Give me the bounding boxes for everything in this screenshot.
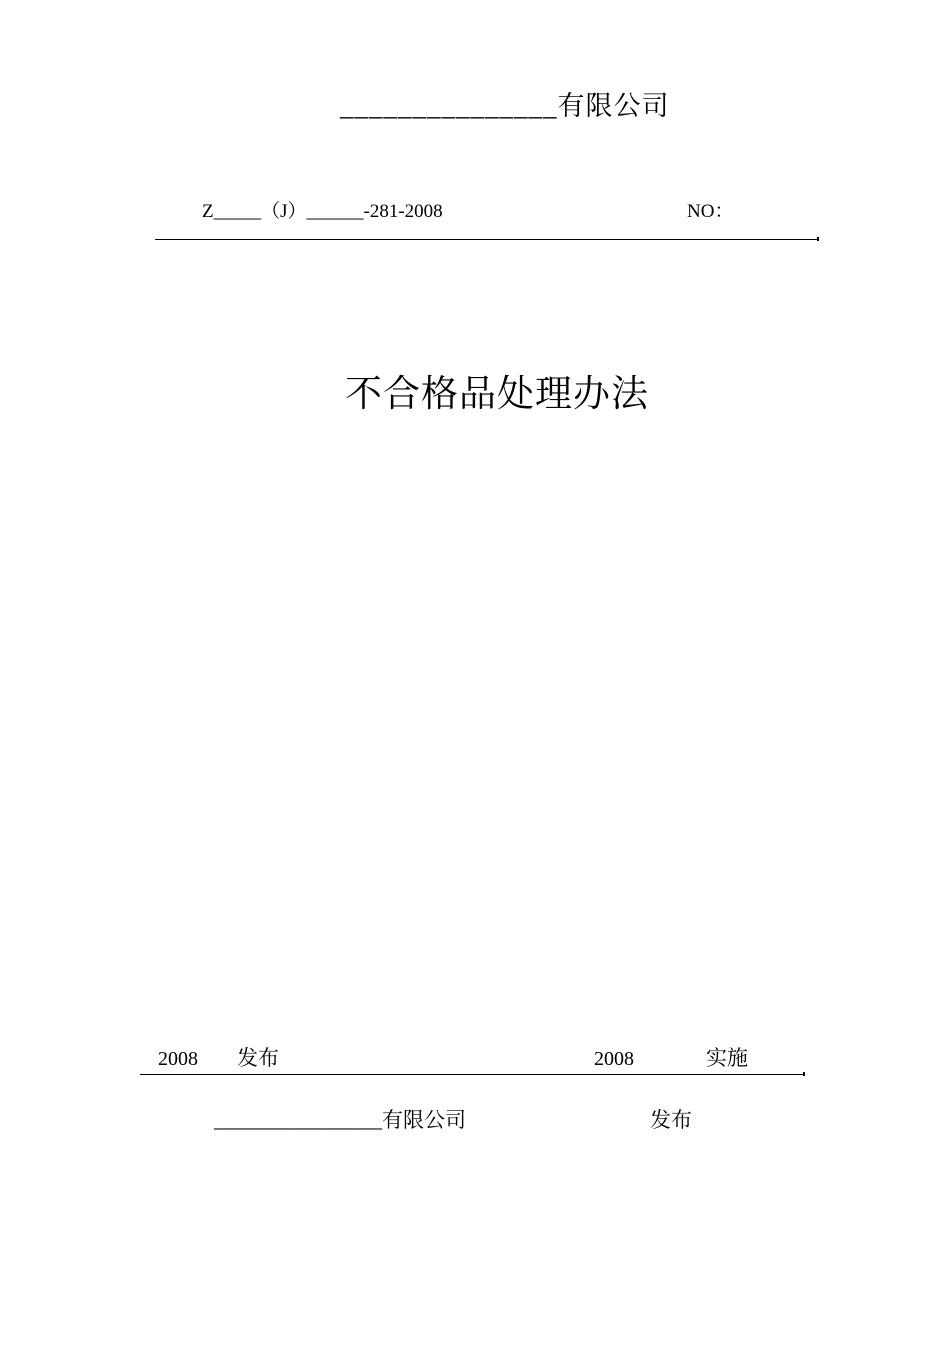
header-divider-tick	[817, 237, 819, 241]
document-number-label: NO：	[687, 201, 734, 222]
publisher-company: ________________有限公司	[214, 1108, 466, 1132]
document-code: Z_____（J）______-281-2008	[202, 201, 443, 222]
company-name-header: _______________有限公司	[340, 91, 670, 121]
document-title: 不合格品处理办法	[345, 374, 649, 415]
footer-divider	[140, 1074, 805, 1075]
implementation-label: 实施	[706, 1046, 748, 1070]
footer-divider-tick	[803, 1072, 805, 1076]
publish-label: 发布	[650, 1108, 692, 1132]
issue-year: 2008	[158, 1048, 198, 1070]
issue-label: 发布	[237, 1046, 279, 1070]
header-divider	[155, 239, 819, 240]
implementation-year: 2008	[594, 1048, 634, 1070]
